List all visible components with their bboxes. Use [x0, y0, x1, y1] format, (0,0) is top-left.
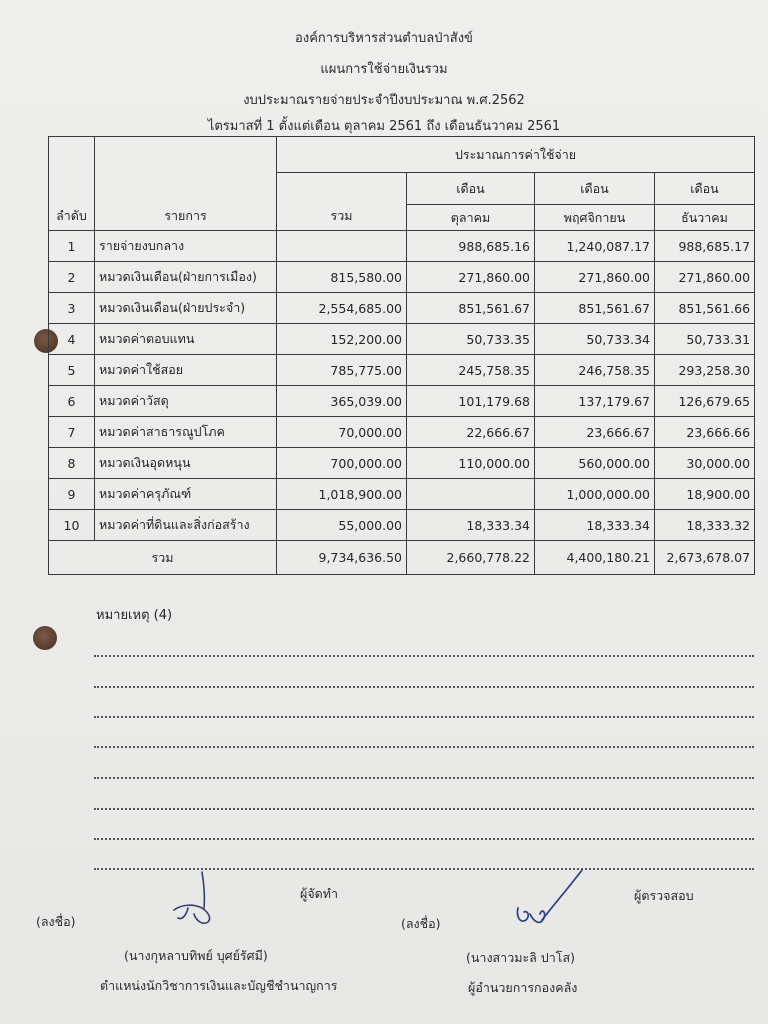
preparer-name: (นางกุหลาบทิพย์ บุศย์รัศมี): [124, 948, 268, 963]
row-item: หมวดค่าที่ดินและสิ่งก่อสร้าง: [95, 510, 277, 541]
preparer-sign-label: (ลงชื่อ): [36, 914, 76, 929]
row-dec: 30,000.00: [655, 448, 755, 479]
row-total: 2,554,685.00: [277, 293, 407, 324]
row-item: หมวดเงินเดือน(ฝ่ายการเมือง): [95, 262, 277, 293]
row-no: 7: [49, 417, 95, 448]
row-dec: 126,679.65: [655, 386, 755, 417]
row-dec: 271,860.00: [655, 262, 755, 293]
punch-hole-bottom: [33, 626, 57, 650]
row-nov: 271,860.00: [535, 262, 655, 293]
header-month-word: เดือน: [535, 173, 655, 205]
row-nov: 560,000.00: [535, 448, 655, 479]
budget-table: [48, 136, 755, 575]
row-nov: 18,333.34: [535, 510, 655, 541]
table-row: [49, 262, 755, 293]
row-no: 10: [49, 510, 95, 541]
row-item: หมวดค่าครุภัณฑ์: [95, 479, 277, 510]
note-line: [94, 746, 754, 748]
preparer-role: ผู้จัดทำ: [300, 886, 339, 901]
row-total: 700,000.00: [277, 448, 407, 479]
note-line: [94, 716, 754, 718]
document-title: แผนการใช้จ่ายเงินรวม: [320, 62, 448, 77]
sum-oct: 2,660,778.22: [407, 541, 535, 575]
row-nov: 137,179.67: [535, 386, 655, 417]
row-nov: 1,000,000.00: [535, 479, 655, 510]
reviewer-name: (นางสาวมะลิ ปาโส): [466, 950, 575, 965]
row-oct: 851,561.67: [407, 293, 535, 324]
table-row: [49, 293, 755, 324]
reviewer-position: ผู้อำนวยการกองคลัง: [468, 980, 578, 995]
header-month-oct: ตุลาคม: [407, 205, 535, 231]
row-total: 55,000.00: [277, 510, 407, 541]
row-dec: 851,561.66: [655, 293, 755, 324]
header-estimate-group: ประมาณการค่าใช้จ่าย: [277, 137, 755, 173]
budget-year: งบประมาณรายจ่ายประจำปีงบประมาณ พ.ศ.2562: [243, 93, 525, 108]
row-no: 9: [49, 479, 95, 510]
row-total: 70,000.00: [277, 417, 407, 448]
sum-dec: 2,673,678.07: [655, 541, 755, 575]
notes-label: หมายเหตุ (4): [96, 608, 173, 623]
note-line: [94, 808, 754, 810]
row-item: หมวดค่าใช้สอย: [95, 355, 277, 386]
header-month-word: เดือน: [655, 173, 755, 205]
row-dec: 988,685.17: [655, 231, 755, 262]
row-nov: 23,666.67: [535, 417, 655, 448]
note-line: [94, 838, 754, 840]
table-row: [49, 324, 755, 355]
row-oct: 245,758.35: [407, 355, 535, 386]
quarter-period: ไตรมาสที่ 1 ตั้งแต่เดือน ตุลาคม 2561 ถึง เดือนธันวาคม 2561: [207, 119, 561, 134]
sum-nov: 4,400,180.21: [535, 541, 655, 575]
row-oct: 110,000.00: [407, 448, 535, 479]
row-no: 4: [49, 324, 95, 355]
sum-label: รวม: [49, 541, 277, 575]
row-total: 785,775.00: [277, 355, 407, 386]
row-total: 365,039.00: [277, 386, 407, 417]
sum-total: 9,734,636.50: [277, 541, 407, 575]
header-no: ลำดับ: [49, 137, 95, 231]
row-no: 6: [49, 386, 95, 417]
reviewer-sign-label: (ลงชื่อ): [401, 916, 441, 931]
row-oct: 18,333.34: [407, 510, 535, 541]
reviewer-signature: [512, 868, 588, 938]
sum-row: [49, 541, 755, 575]
row-total: 152,200.00: [277, 324, 407, 355]
preparer-position: ตำแหน่งนักวิชาการเงินและบัญชีชำนาญการ: [100, 978, 338, 993]
note-line: [94, 655, 754, 657]
table-row: [49, 231, 755, 262]
table-row: [49, 448, 755, 479]
header-month-word: เดือน: [407, 173, 535, 205]
table-row: [49, 355, 755, 386]
row-total: [277, 231, 407, 262]
row-no: 3: [49, 293, 95, 324]
table-row: [49, 479, 755, 510]
row-item: หมวดเงินอุดหนุน: [95, 448, 277, 479]
preparer-signature: [168, 870, 218, 930]
header-month-dec: ธันวาคม: [655, 205, 755, 231]
row-oct: 271,860.00: [407, 262, 535, 293]
row-nov: 50,733.34: [535, 324, 655, 355]
row-oct: 50,733.35: [407, 324, 535, 355]
header-item: รายการ: [95, 137, 277, 231]
row-total: 1,018,900.00: [277, 479, 407, 510]
row-item: หมวดค่าตอบแทน: [95, 324, 277, 355]
table-row: [49, 386, 755, 417]
table-row: [49, 417, 755, 448]
row-oct: [407, 479, 535, 510]
row-dec: 50,733.31: [655, 324, 755, 355]
row-nov: 246,758.35: [535, 355, 655, 386]
row-dec: 18,900.00: [655, 479, 755, 510]
row-dec: 18,333.32: [655, 510, 755, 541]
row-dec: 293,258.30: [655, 355, 755, 386]
row-no: 8: [49, 448, 95, 479]
row-nov: 851,561.67: [535, 293, 655, 324]
header-month-nov: พฤศจิกายน: [535, 205, 655, 231]
row-oct: 101,179.68: [407, 386, 535, 417]
table-row: [49, 510, 755, 541]
row-dec: 23,666.66: [655, 417, 755, 448]
row-oct: 22,666.67: [407, 417, 535, 448]
header-total: รวม: [277, 173, 407, 231]
row-item: หมวดค่าสาธารณูปโภค: [95, 417, 277, 448]
note-line: [94, 777, 754, 779]
row-no: 1: [49, 231, 95, 262]
org-name: องค์การบริหารส่วนตำบลป่าสังข์: [295, 31, 473, 46]
row-no: 2: [49, 262, 95, 293]
row-item: หมวดเงินเดือน(ฝ่ายประจำ): [95, 293, 277, 324]
row-oct: 988,685.16: [407, 231, 535, 262]
note-line: [94, 686, 754, 688]
row-total: 815,580.00: [277, 262, 407, 293]
row-no: 5: [49, 355, 95, 386]
row-item: รายจ่ายงบกลาง: [95, 231, 277, 262]
reviewer-role: ผู้ตรวจสอบ: [634, 888, 694, 903]
row-item: หมวดค่าวัสดุ: [95, 386, 277, 417]
row-nov: 1,240,087.17: [535, 231, 655, 262]
